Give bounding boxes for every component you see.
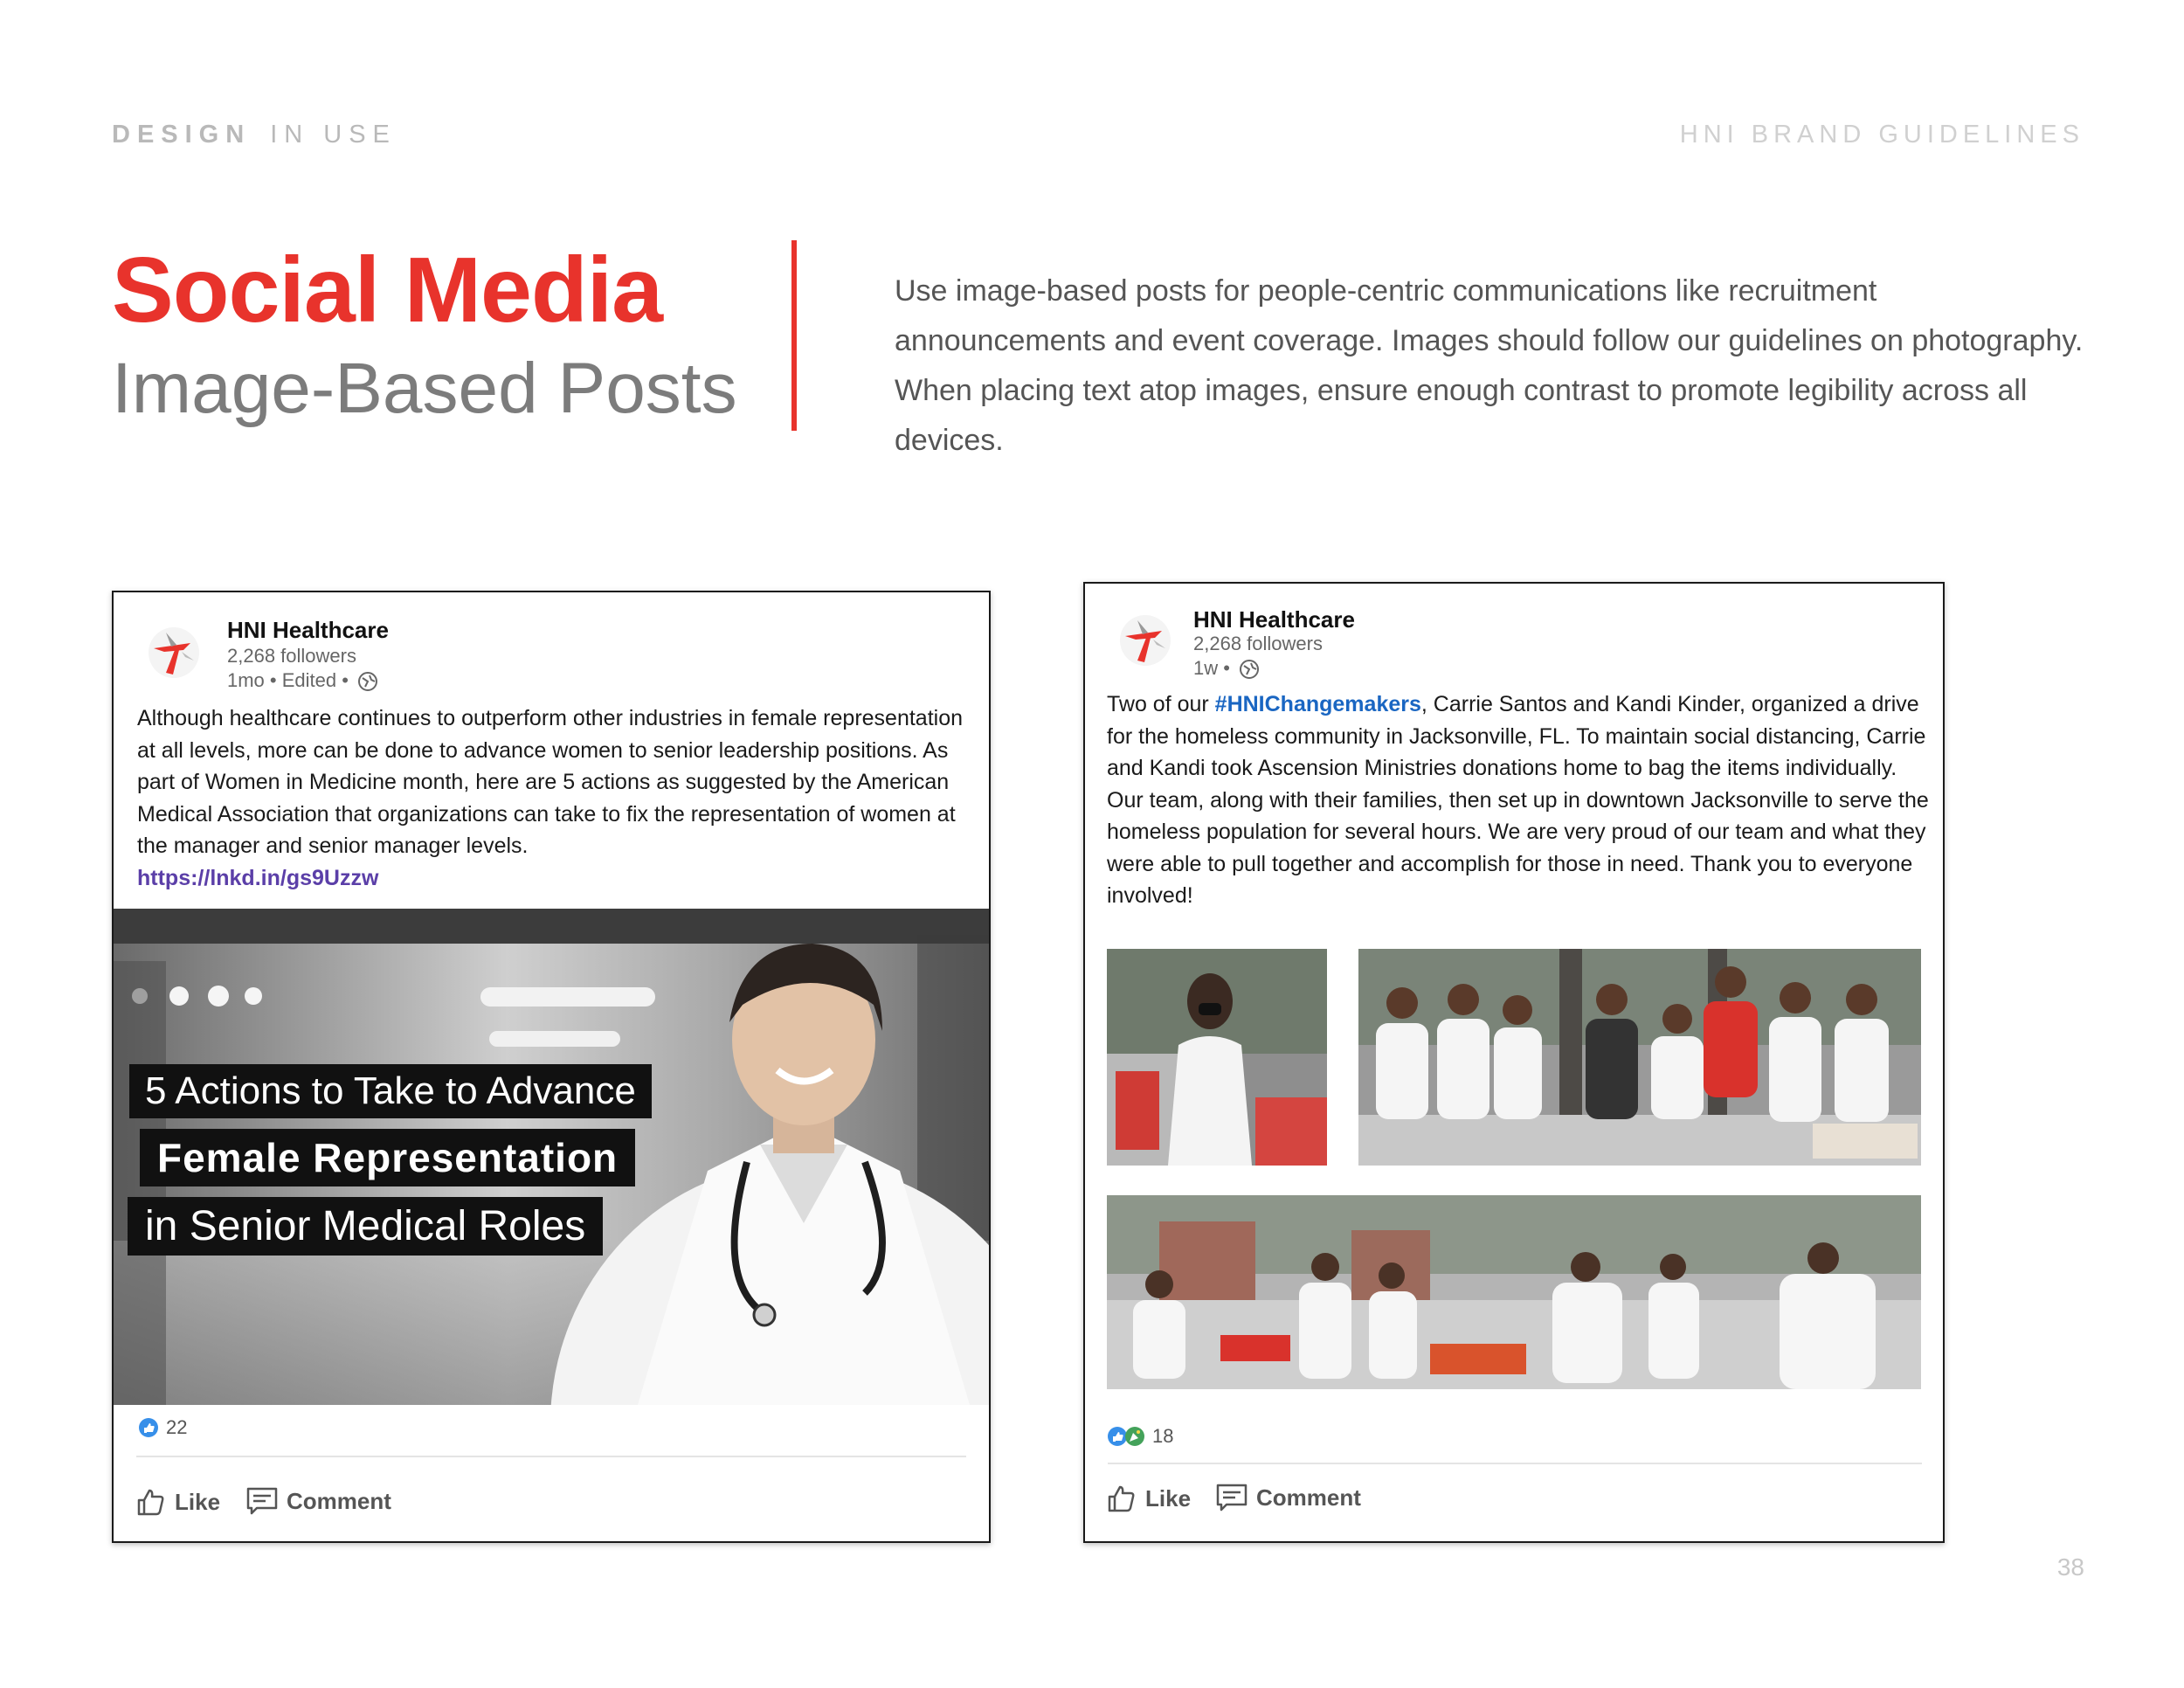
like-reaction-icon [138,1417,159,1438]
comment-icon [1216,1484,1248,1512]
post-text-prefix: Two of our [1107,692,1215,716]
thumbs-up-icon [1107,1484,1137,1513]
post-meta [227,669,378,692]
actions-divider [1108,1463,1922,1464]
banner-line-1: 5 Actions to Take to Advance [129,1064,652,1118]
follower-count: 2,268 followers [1193,633,1323,654]
page-number: 38 [2056,1553,2084,1581]
hashtag-link[interactable]: #HNIChangemakers [1214,692,1421,716]
celebrate-reaction-icon [1124,1426,1145,1447]
post-body [1107,688,1937,912]
globe-icon [1239,659,1260,680]
guide-title: HNI BRAND GUIDELINES [1679,121,2084,149]
like-label: Like [175,1488,221,1515]
like-button[interactable] [136,1487,220,1517]
volunteer-photo-2[interactable] [1358,949,1921,1166]
hni-logo-icon [1118,613,1172,668]
post-author[interactable]: HNI Healthcare [1193,606,1355,633]
reaction-count: 18 [1152,1425,1174,1448]
actions-divider [136,1456,966,1457]
post-author[interactable]: HNI Healthcare [227,617,389,643]
page-title: Social Media [112,239,663,342]
post-text-rest: , Carrie Santos and Kandi Kinder, organized a drive for the homeless community in Jacksonville, FL. To maintain social distancing, Carrie and Kandi took Ascension Ministries donations home to bag the items individually. Our team, along with their families, then set up in downtown Jacksonville to serve the homeless population for several hours. We are very proud of our team and what they were able to pull together and accomplish for those in need. Thank you to everyone involved! [1107,692,1929,908]
banner-line-2: Female Representation [140,1129,635,1186]
like-label: Like [1145,1484,1192,1512]
comment-button[interactable] [1216,1484,1361,1512]
volunteer-image-2 [1358,949,1921,1166]
reaction-summary[interactable] [1107,1424,1173,1448]
banner-line-3: in Senior Medical Roles [128,1197,603,1256]
title-divider [791,240,797,431]
like-button[interactable] [1107,1484,1191,1513]
comment-label: Comment [287,1487,391,1514]
volunteer-photo-1[interactable] [1107,949,1327,1166]
post-body [137,702,976,894]
follower-count: 2,268 followers [227,645,356,667]
section-label [112,121,397,149]
globe-icon [357,671,378,692]
thumbs-up-icon [136,1487,166,1517]
page-subtitle: Image-Based Posts [112,349,737,428]
post-link[interactable]: https://lnkd.in/gs9Uzzw [137,865,379,890]
comment-button[interactable] [246,1487,391,1515]
hni-logo-icon [147,626,201,680]
linkedin-post-women-in-medicine [112,591,991,1543]
volunteer-image-3 [1107,1195,1921,1389]
doctor-photo[interactable] [114,909,989,1405]
post-time: 1w • [1193,657,1230,679]
linkedin-post-homeless-drive [1083,582,1945,1543]
volunteer-image-1 [1107,949,1327,1166]
section-name: DESIGN [112,121,252,149]
reaction-summary[interactable] [138,1415,187,1439]
intro-text: Use image-based posts for people-centric communications like recruitment announcements and event coverage. Images should follow our guidelines on photography. When placing text atop images, ensure enough contrast to promote legibility across all devices. [895,274,2084,457]
comment-icon [246,1487,278,1515]
post-meta [1193,657,1260,680]
subsection-name: IN USE [270,121,397,149]
comment-label: Comment [1256,1484,1361,1511]
post-time: 1mo • Edited • [227,669,349,691]
volunteer-photo-3[interactable] [1107,1195,1921,1389]
post-text: Although healthcare continues to outperform other industries in female representation at all levels, more can be done to advance women to senior leadership positions. As part of Women in Medicine month, here are 5 actions as suggested by the American Medical Association that organizations can take to fix the representation of women at the manager and senior manager levels. [137,706,964,858]
reaction-count: 22 [166,1416,188,1439]
